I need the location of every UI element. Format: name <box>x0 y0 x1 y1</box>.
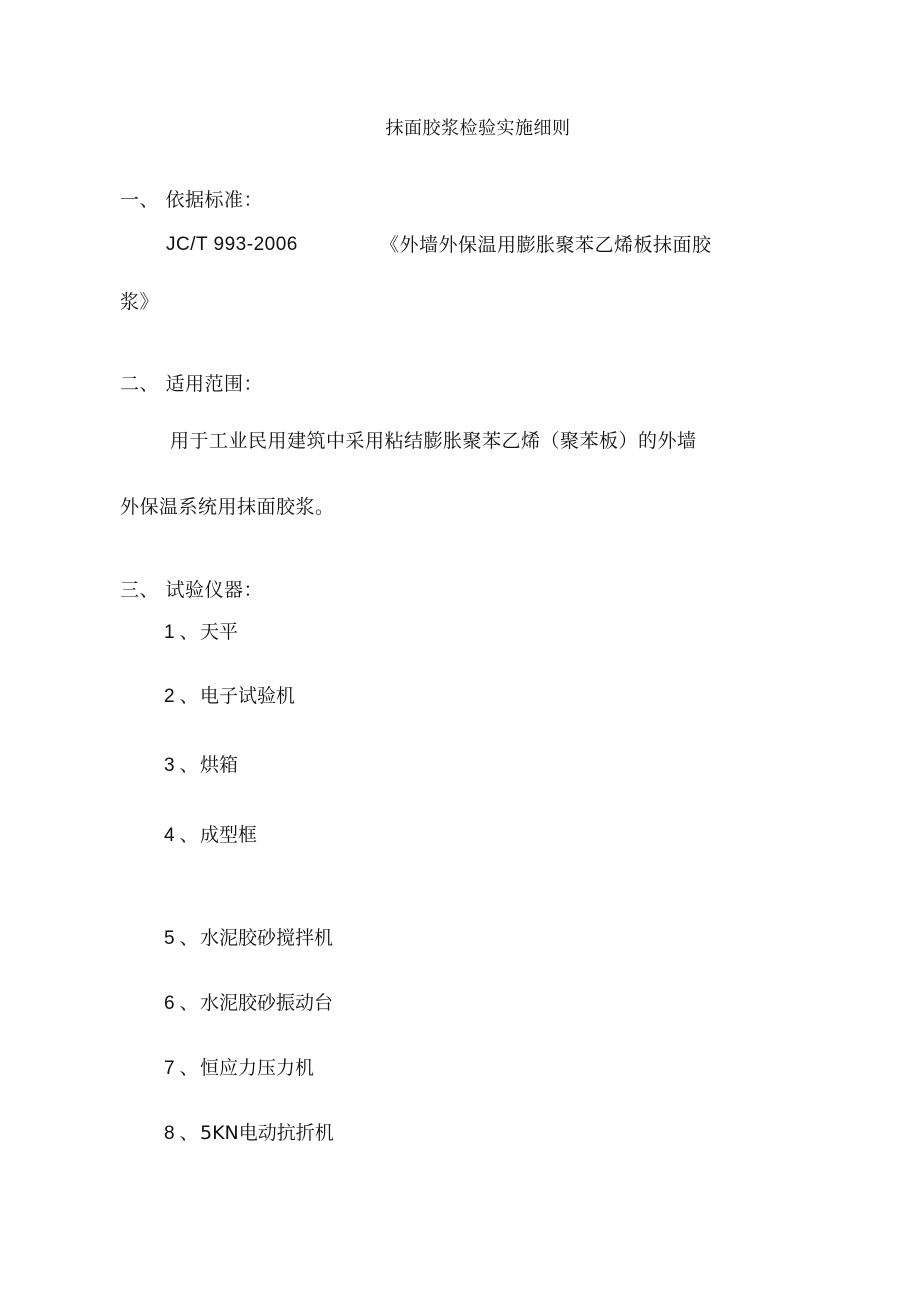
list-item <box>164 1121 334 1146</box>
list-item-separator: 、 <box>179 824 199 846</box>
section3-heading: 三、 试验仪器： <box>120 579 264 601</box>
standard-code: JC/T 993-2006 <box>166 234 298 255</box>
list-item-number: 8 <box>164 1123 175 1144</box>
list-item-number: 1 <box>164 622 175 643</box>
scope-text-line1: 用于工业民用建筑中采用粘结膨胀聚苯乙烯（聚苯板）的外墙 <box>170 430 697 452</box>
list-item-number: 3 <box>164 755 175 776</box>
list-item-label: 成型框 <box>200 824 258 846</box>
document-title: 抹面胶浆检验实施细则 <box>385 118 571 139</box>
standard-name-line1: 《外墙外保温用膨胀聚苯乙烯板抹面胶 <box>380 234 712 256</box>
list-item-label: 5KN电动抗折机 <box>200 1122 334 1144</box>
list-item-label: 水泥胶砂搅拌机 <box>200 927 334 949</box>
list-item <box>164 684 295 709</box>
list-item <box>164 1056 314 1081</box>
list-item-separator: 、 <box>179 1057 199 1079</box>
list-item-number: 5 <box>164 928 175 949</box>
standard-name-line2: 浆》 <box>120 291 160 313</box>
list-item-number: 7 <box>164 1058 175 1079</box>
scope-text-line2: 外保温系统用抹面胶浆。 <box>120 496 335 518</box>
list-item <box>164 620 238 645</box>
list-item-number: 2 <box>164 686 175 707</box>
list-item-separator: 、 <box>179 927 199 949</box>
list-item-separator: 、 <box>179 992 199 1014</box>
list-item-label: 水泥胶砂振动台 <box>200 992 334 1014</box>
list-item <box>164 991 333 1016</box>
section2-heading: 二、 适用范围： <box>120 373 264 395</box>
list-item-number: 6 <box>164 993 175 1014</box>
list-item <box>164 823 257 848</box>
list-item-label: 电子试验机 <box>200 685 296 707</box>
list-item-separator: 、 <box>179 1122 199 1144</box>
section1-heading: 一、 依据标准： <box>120 189 264 211</box>
list-item-separator: 、 <box>179 685 199 707</box>
list-item <box>164 926 333 951</box>
list-item-label: 天平 <box>200 621 239 643</box>
list-item-label: 烘箱 <box>200 754 239 776</box>
list-item-separator: 、 <box>179 621 199 643</box>
list-item <box>164 753 238 778</box>
list-item-number: 4 <box>164 825 175 846</box>
list-item-separator: 、 <box>179 754 199 776</box>
list-item-label: 恒应力压力机 <box>200 1057 315 1079</box>
